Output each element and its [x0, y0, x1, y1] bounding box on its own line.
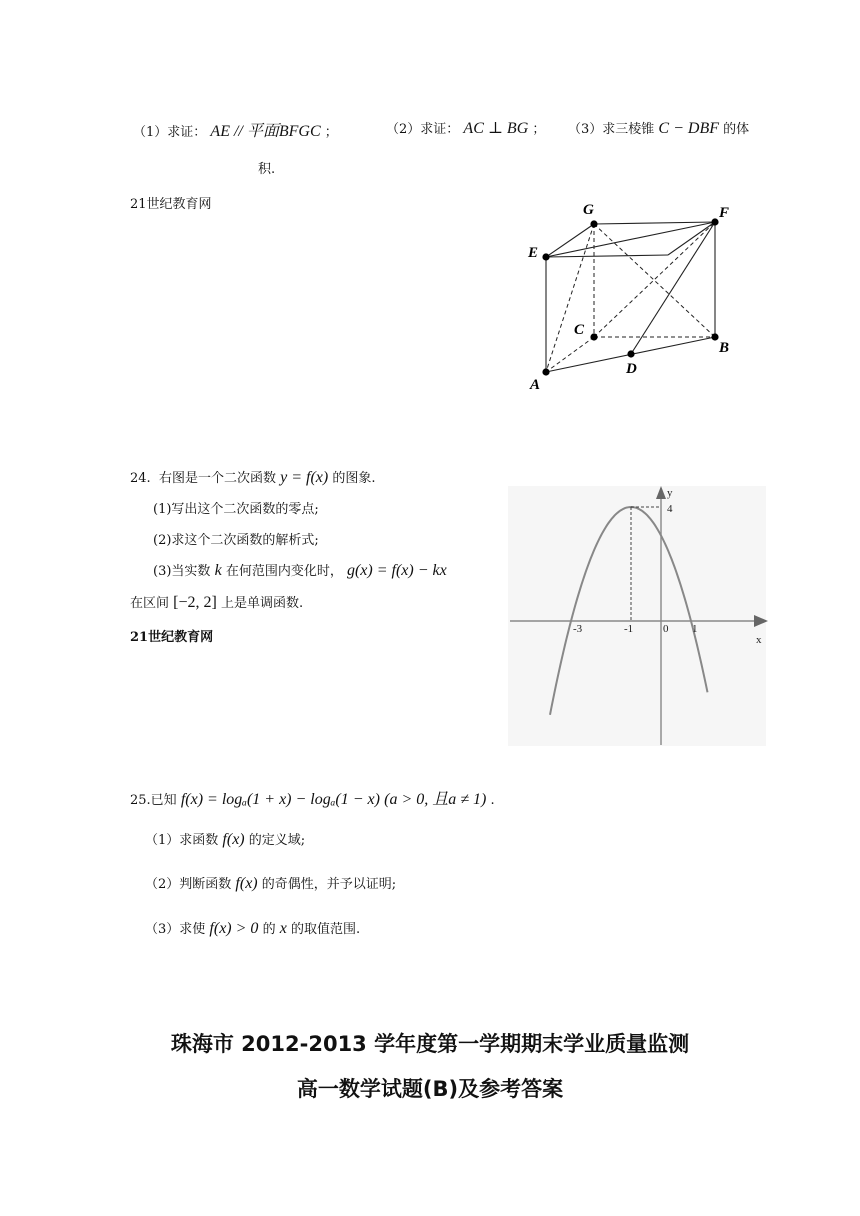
- q23-part3-formula: C − DBF: [658, 120, 719, 137]
- q25-condition: (a > 0, 且a ≠ 1): [384, 791, 487, 808]
- label-D: D: [626, 361, 637, 377]
- tick-label-0: 0: [663, 623, 669, 635]
- q23-part2: （2）求证： AC ⊥ BG ；: [386, 120, 546, 137]
- q24-interval: [−2, 2]: [173, 594, 217, 611]
- label-E: E: [528, 245, 539, 261]
- tick-label-neg3: -3: [573, 623, 583, 635]
- watermark-text: 21世纪教育网: [130, 630, 214, 645]
- y-axis-label: y: [667, 487, 673, 499]
- edge-EF-back: [546, 255, 668, 257]
- q23-part3: （3）求三棱锥 C − DBF 的体: [568, 120, 750, 137]
- edge-GA: [546, 224, 594, 372]
- parabola-graph: [505, 483, 773, 748]
- q23-part1: （1）求证： AE // 平面BFGC ；: [133, 123, 338, 140]
- point-F: [711, 218, 718, 225]
- edge-FD: [631, 222, 715, 354]
- q25-intro: 25.已知 f(x) = logₐ(1 + x) − logₐ(1 − x) (a > 0, 且a ≠ 1) .: [130, 791, 495, 808]
- q24-intro-formula: y = f(x): [280, 469, 329, 486]
- label-F: F: [719, 205, 730, 221]
- q23-part3-wrap: 积.: [258, 162, 276, 177]
- exam-title: 珠海市 2012-2013 学年度第一学期期末学业质量监测: [170, 1032, 690, 1056]
- label-G: G: [583, 202, 594, 218]
- q25-item2: （2）判断函数 f(x) 的奇偶性，并予以证明;: [145, 875, 397, 892]
- graph-background: [508, 486, 766, 746]
- exam-subtitle: 高一数学试题(B)及参考答案: [296, 1077, 564, 1101]
- edge-GF: [594, 222, 715, 224]
- q24-item3-formula: g(x) = f(x) − kx: [346, 562, 447, 579]
- max-value-label: 4: [667, 503, 673, 515]
- geometry-figure: [518, 196, 748, 396]
- watermark-text: 21世纪教育网: [130, 197, 212, 212]
- point-G: [590, 220, 597, 227]
- q25-item1: （1）求函数 f(x) 的定义域;: [145, 831, 306, 848]
- q24-item1: (1)写出这个二次函数的零点;: [153, 502, 319, 517]
- label-A: A: [530, 377, 541, 393]
- q24-item3: (3)当实数 k 在何范围内变化时， g(x) = f(x) − kx: [153, 562, 447, 579]
- q24-item2: (2)求这个二次函数的解析式;: [153, 533, 319, 548]
- label-B: B: [719, 340, 730, 356]
- point-A: [542, 368, 549, 375]
- q24-line4: 在区间 [−2, 2] 上是单调函数.: [130, 594, 304, 611]
- point-E: [542, 253, 549, 260]
- label-C: C: [574, 322, 585, 338]
- q25-item3: （3）求使 f(x) > 0 的 x 的取值范围.: [145, 920, 361, 937]
- tick-label-neg1: -1: [624, 623, 634, 635]
- point-B: [711, 333, 718, 340]
- q25-intro-formula: f(x) = logₐ(1 + x) − logₐ(1 − x): [180, 791, 380, 808]
- q23-part1-formula: AE // 平面BFGC: [210, 123, 321, 140]
- x-axis-label: x: [756, 634, 762, 646]
- q23-part2-formula: AC ⊥ BG: [463, 120, 529, 137]
- point-C: [590, 333, 597, 340]
- q24-intro: 24. 右图是一个二次函数 y = f(x) 的图象.: [130, 469, 376, 486]
- point-D: [627, 350, 634, 357]
- tick-label-1: 1: [692, 623, 698, 635]
